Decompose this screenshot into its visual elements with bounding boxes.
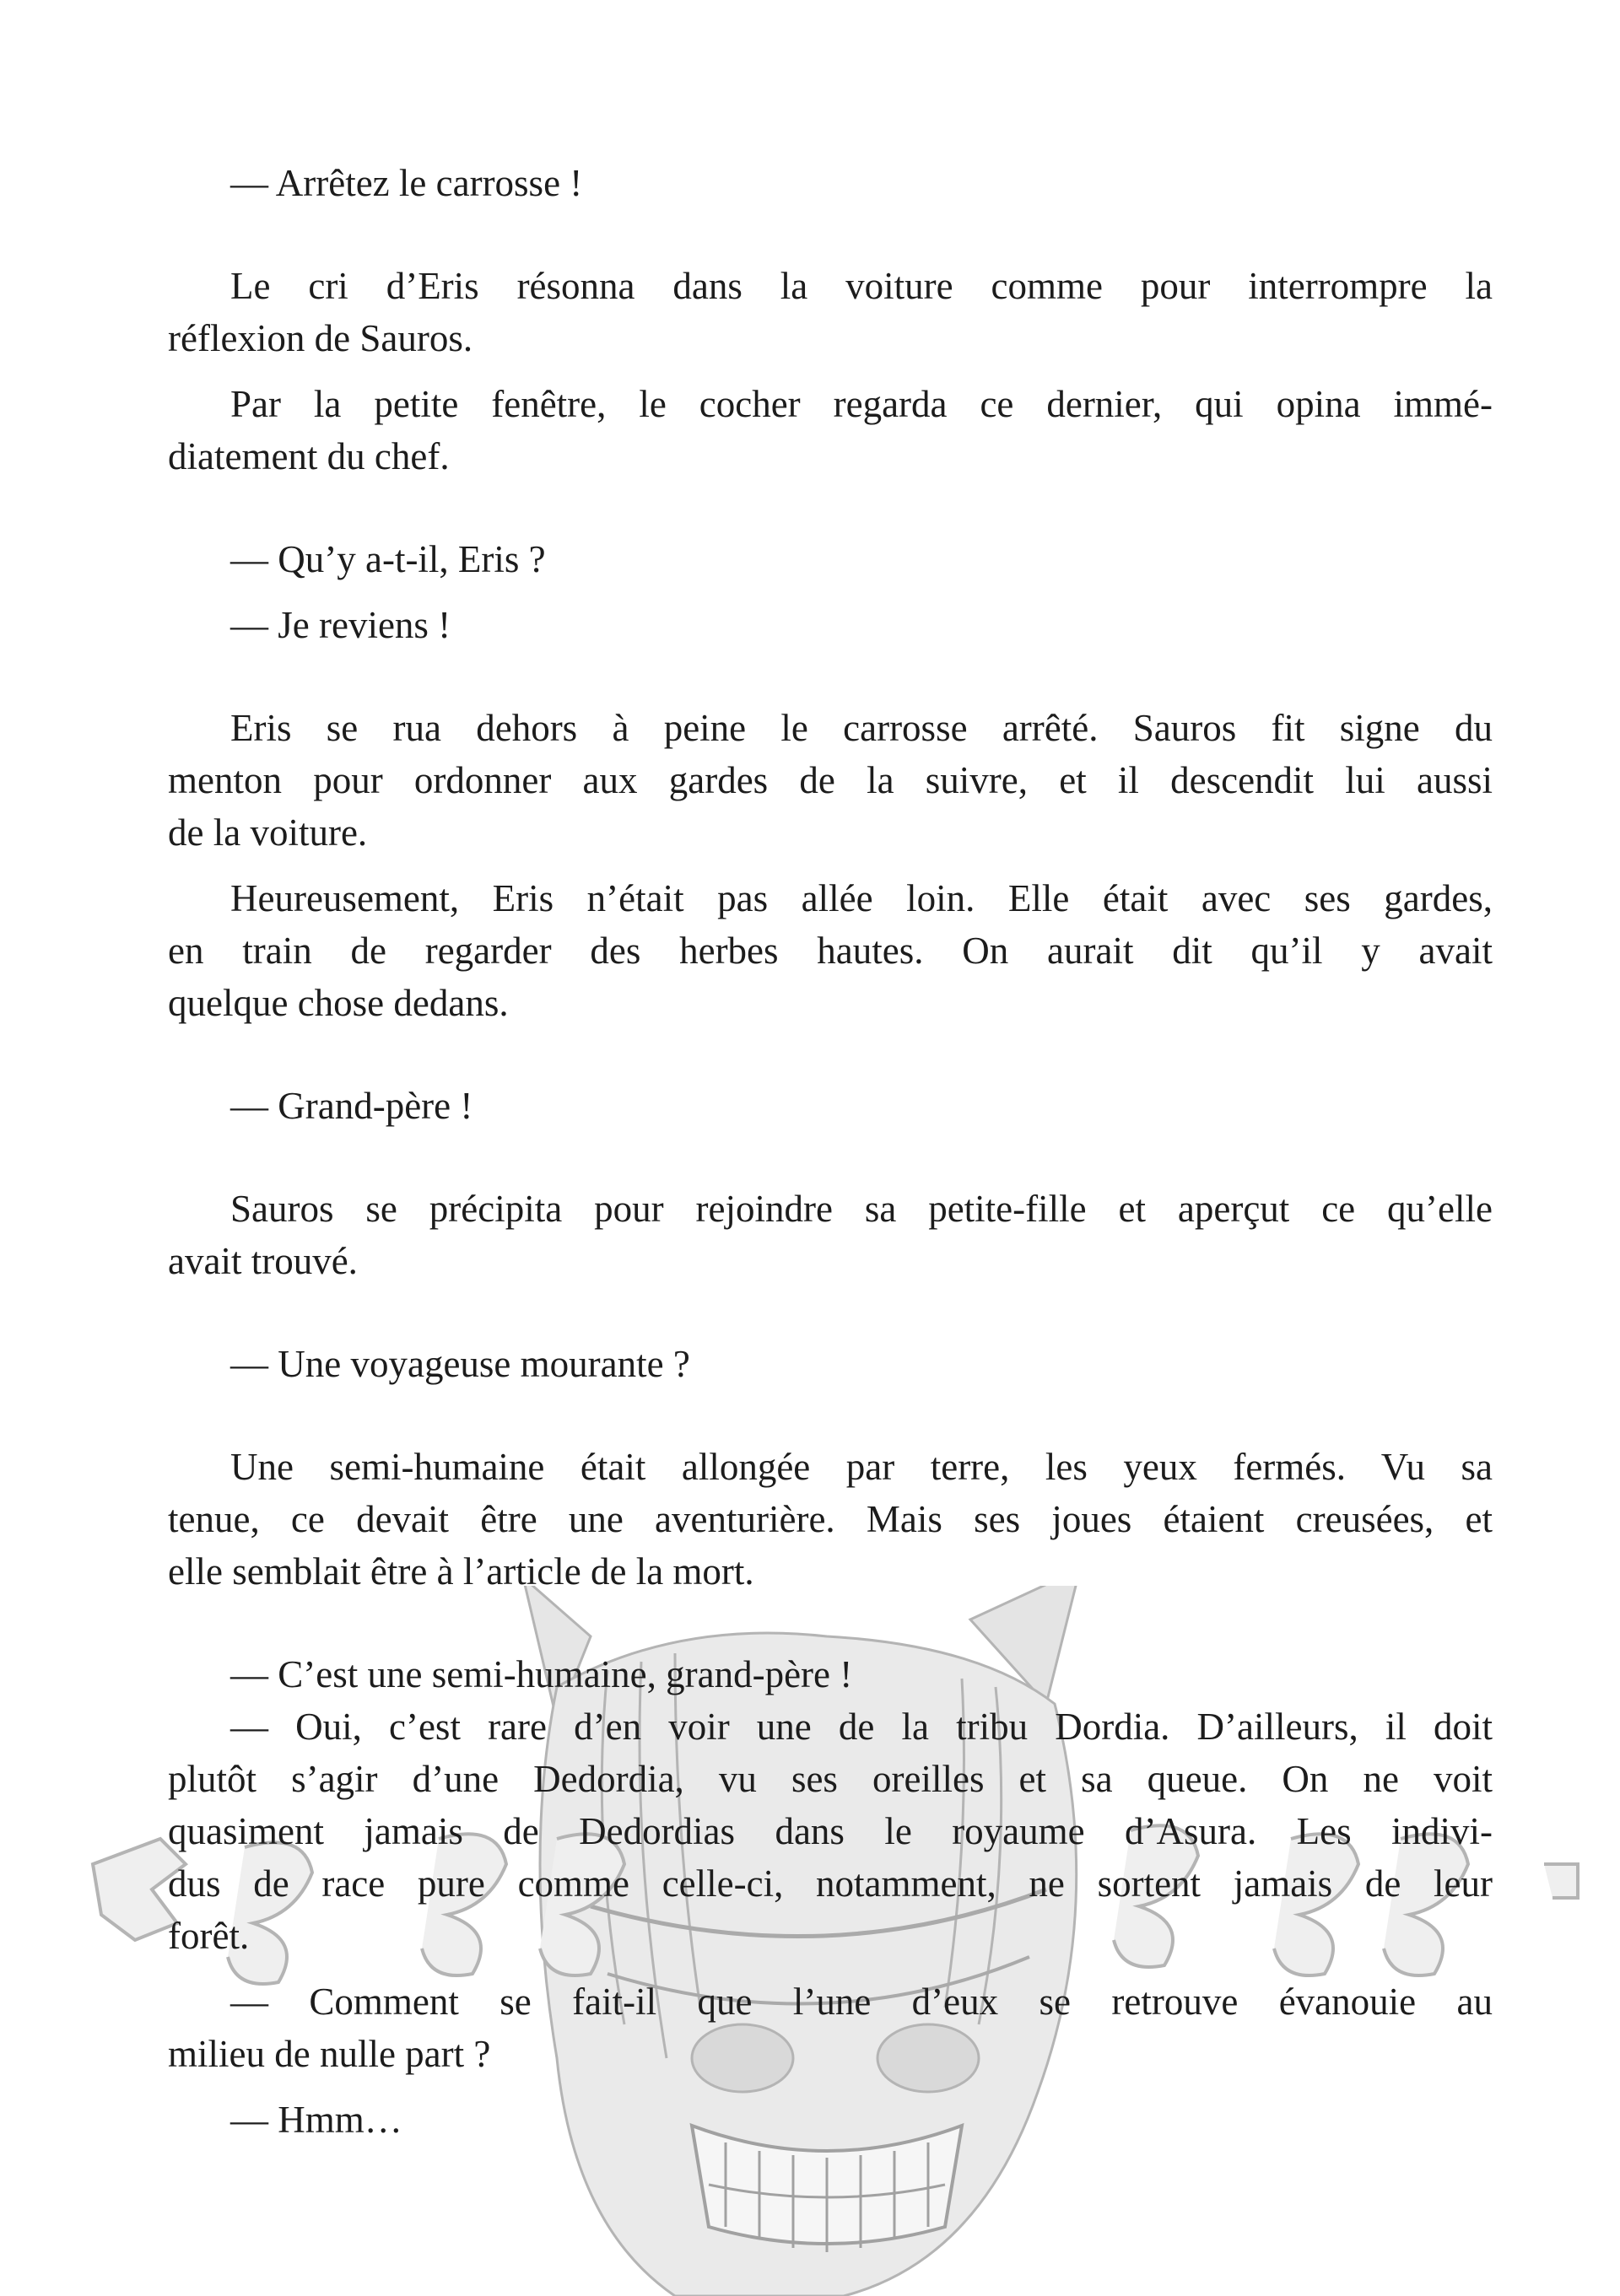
text-line: — Grand-père ! (230, 1085, 473, 1127)
text-line: — Arrêtez le carrosse ! (230, 162, 583, 204)
text-line: réflexion de Sauros. (168, 317, 473, 359)
text-line: quelque chose dedans. (168, 982, 509, 1024)
dialogue-line (168, 2094, 1493, 2146)
dialogue-line (168, 533, 1493, 585)
text-line: menton pour ordonner aux gardes de la suivre, et il descendit lui aussi (168, 759, 1493, 801)
text-line: Par la petite fenêtre, le cocher regarda ce dernier, qui opina immé- (230, 383, 1493, 425)
narration-paragraph (168, 872, 1493, 1029)
text-line: — Hmm… (230, 2099, 402, 2141)
text-line: avait trouvé. (168, 1240, 358, 1282)
text-line: en train de regarder des herbes hautes. On aurait dit qu’il y avait (168, 930, 1493, 972)
narration-paragraph (168, 1441, 1493, 1598)
text-line: plutôt s’agir d’une Dedordia, vu ses oreilles et sa queue. On ne voit (168, 1758, 1493, 1800)
text-line: milieu de nulle part ? (168, 2033, 491, 2075)
dialogue-line (168, 1080, 1493, 1132)
text-line: de la voiture. (168, 811, 368, 854)
dialogue-paragraph (168, 1975, 1493, 2080)
narration-paragraph (168, 260, 1493, 364)
text-line: Heureusement, Eris n’était pas allée loin. Elle était avec ses gardes, (230, 877, 1493, 919)
narration-paragraph (168, 1183, 1493, 1287)
text-line: tenue, ce devait être une aventurière. Mais ses joues étaient creusées, et (168, 1498, 1493, 1540)
text-line: — C’est une semi-humaine, grand-père ! (230, 1653, 853, 1695)
text-line: diatement du chef. (168, 435, 450, 477)
dialogue-line (168, 157, 1493, 209)
text-line: Eris se rua dehors à peine le carrosse arrêté. Sauros fit signe du (230, 707, 1493, 749)
dialogue-paragraph (168, 1700, 1493, 1962)
text-line: forêt. (168, 1915, 250, 1957)
text-line: Sauros se précipita pour rejoindre sa petite-fille et aperçut ce qu’elle (230, 1188, 1493, 1230)
dialogue-line (168, 1648, 1493, 1700)
narration-paragraph (168, 702, 1493, 859)
text-line: — Une voyageuse mourante ? (230, 1343, 690, 1385)
text-line: — Comment se fait-il que l’une d’eux se retrouve évanouie au (230, 1981, 1493, 2023)
text-line: — Je reviens ! (230, 604, 451, 646)
chapter-text (168, 157, 1493, 2146)
narration-paragraph (168, 378, 1493, 482)
text-line: — Qu’y a-t-il, Eris ? (230, 538, 546, 580)
dialogue-line (168, 1338, 1493, 1390)
dialogue-line (168, 599, 1493, 651)
text-line: quasiment jamais de Dedordias dans le royaume d’Asura. Les indivi- (168, 1810, 1493, 1852)
text-line: elle semblait être à l’article de la mort. (168, 1550, 754, 1593)
text-line: Le cri d’Eris résonna dans la voiture comme pour interrompre la (230, 265, 1493, 307)
text-line: Une semi-humaine était allongée par terre, les yeux fermés. Vu sa (230, 1446, 1493, 1488)
text-line: — Oui, c’est rare d’en voir une de la tribu Dordia. D’ailleurs, il doit (230, 1706, 1493, 1748)
text-line: dus de race pure comme celle-ci, notamment, ne sortent jamais de leur (168, 1862, 1493, 1905)
